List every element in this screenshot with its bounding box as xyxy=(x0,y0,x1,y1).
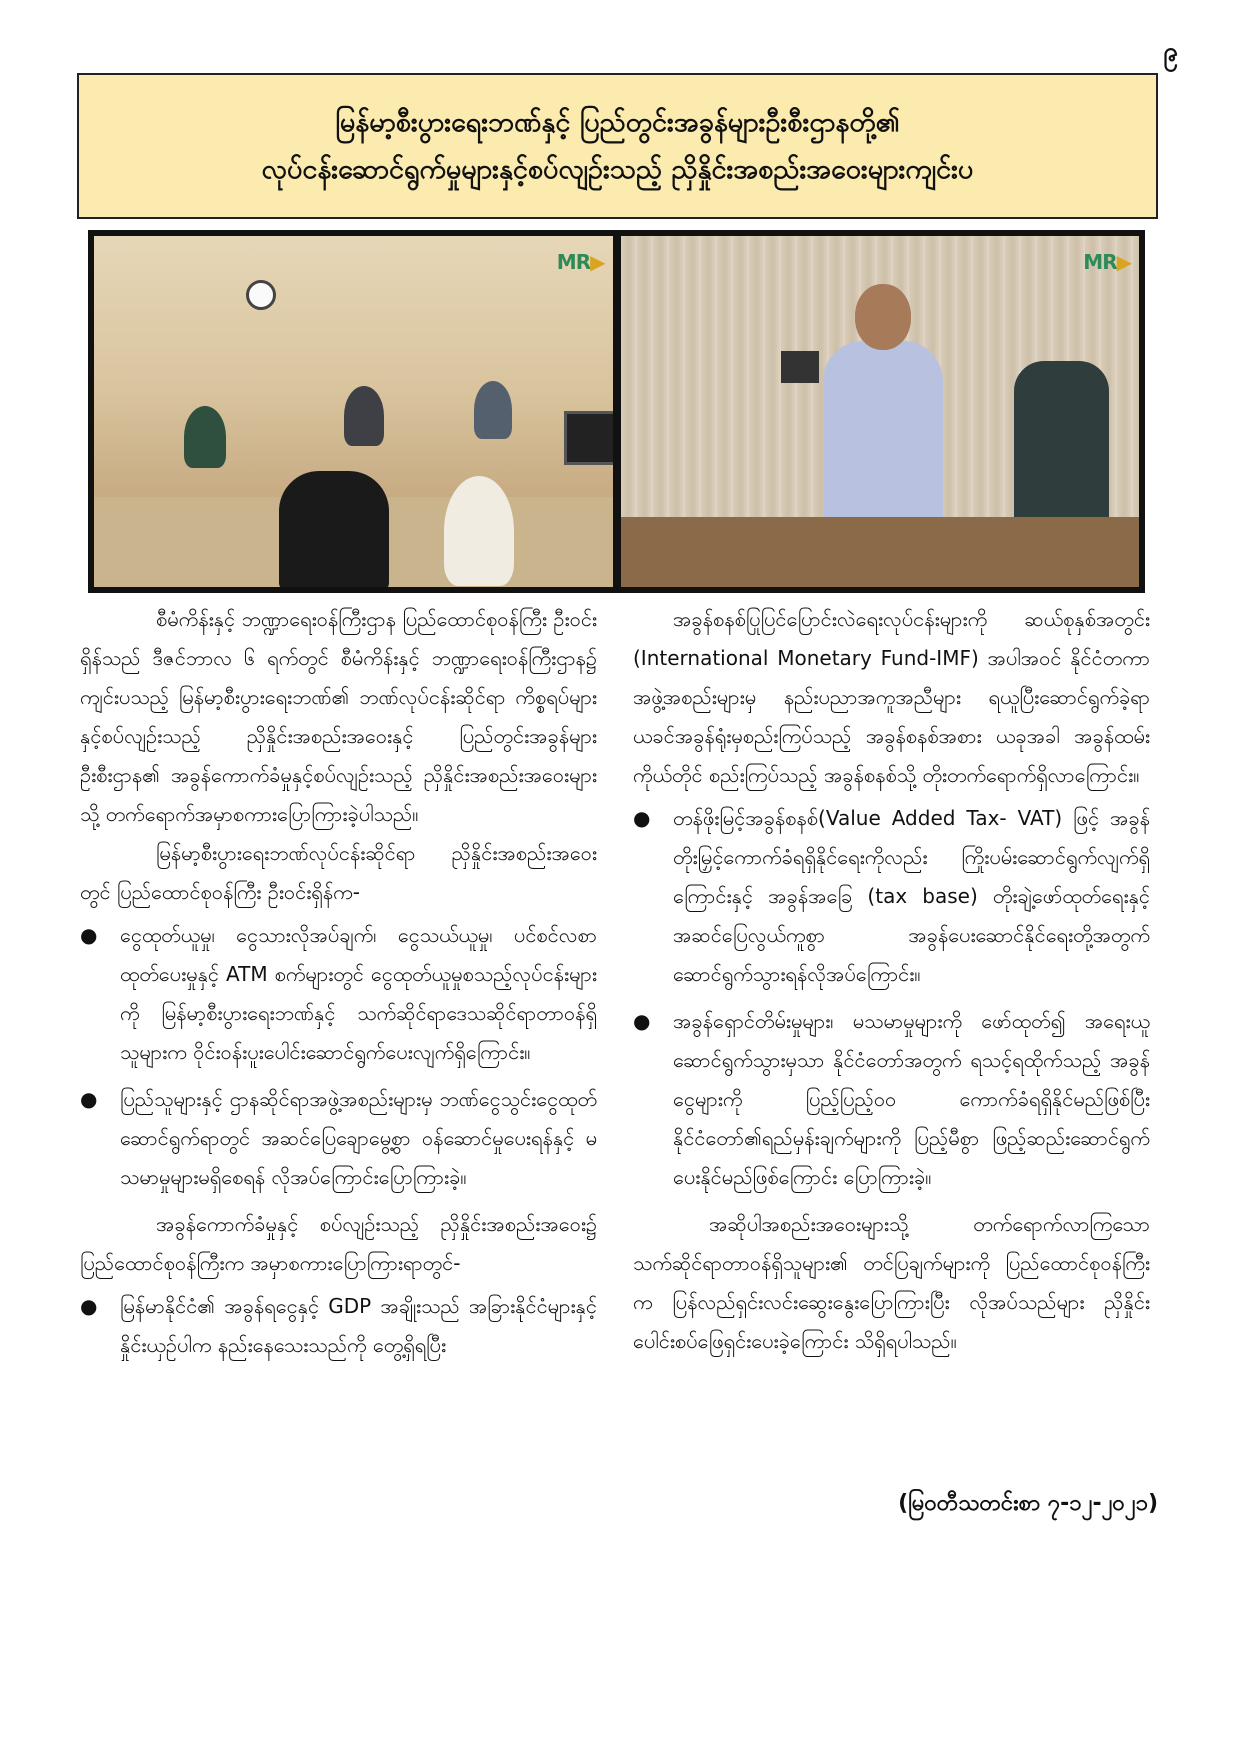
list-item xyxy=(80,1287,597,1365)
headline-line-2: လုပ်ငန်းဆောင်ရွက်မှုများနှင့်စပ်လျဉ်းသည့် ညှိနှိုင်းအစည်းအဝေးများကျင်းပ xyxy=(261,154,974,185)
bullet-icon: ● xyxy=(80,923,98,947)
article-column-right xyxy=(633,600,1150,1361)
article-column-left xyxy=(80,600,597,1373)
desk xyxy=(621,517,1140,587)
desk-monitor xyxy=(781,351,819,383)
paragraph: အဆိုပါအစည်းအဝေးများသို့ တက်ရောက်လာကြသော သက်ဆိုင်ရာတာဝန်ရှိသူများ၏ တင်ပြချက်များကို ပြည်ထောင်စုဝန်ကြီးက ပြန်လည်ရှင်းလင်းဆွေးနွေးပြောကြားပြီး လိုအပ်သည်များ ညှိနှိုင်းပေါင်းစပ်ဖြေရှင်းပေးခဲ့ကြောင်း သိရှိရပါသည်။ xyxy=(633,1212,1150,1353)
bullet-icon: ● xyxy=(633,1009,651,1033)
attendee xyxy=(474,381,512,439)
bullet-icon: ● xyxy=(80,1294,98,1318)
bullet-list xyxy=(633,799,1150,1197)
bullet-icon: ● xyxy=(633,806,651,830)
list-item-text: တန်ဖိုးမြင့်အခွန်စနစ်(Value Added Tax- VAT) ဖြင့် အခွန်တိုးမြှင့်ကောက်ခံရရှိနိုင်ရေးကိုလည်း ကြိုးပမ်းဆောင်ရွက်လျက်ရှိကြောင်းနှင့် အခွန်အခြေ (tax base) တိုးချဲ့ဖော်ထုတ်ရေးနှင့် အဆင်ပြေလွယ်ကူစွာ အခွန်ပေးဆောင်နိုင်ရေးတို့အတွက် ဆောင်ရွက်သွားရန်လိုအပ်ကြောင်း။ xyxy=(673,806,1150,986)
list-item xyxy=(633,1002,1150,1197)
attendee xyxy=(184,406,226,468)
paragraph: အခွန်ကောက်ခံမှုနှင့် စပ်လျဉ်းသည့် ညှိနှိုင်းအစည်းအဝေး၌ ပြည်ထောင်စုဝန်ကြီးက အမှာစကားပြောကြားရာတွင်- xyxy=(80,1212,597,1275)
mrtv-logo: MR▶ xyxy=(556,250,605,274)
meeting-room-photo xyxy=(94,236,613,587)
list-item xyxy=(633,799,1150,994)
attendee xyxy=(344,386,384,446)
bullet-list xyxy=(80,1287,597,1365)
office-chair xyxy=(279,471,389,587)
speaker-photo xyxy=(621,236,1140,587)
paragraph: စီမံကိန်းနှင့် ဘဏ္ဍာရေးဝန်ကြီးဌာန ပြည်ထောင်စုဝန်ကြီး ဦးဝင်းရှိန်သည် ဒီဇင်ဘာလ ၆ ရက်တွင် စီမံကိန်းနှင့် ဘဏ္ဍာရေးဝန်ကြီးဌာန၌ ကျင်းပသည့် မြန်မာ့စီးပွားရေးဘဏ်၏ ဘဏ်လုပ်ငန်းဆိုင်ရာ ကိစ္စရပ်များနှင့်စပ်လျဉ်းသည့် ညှိနှိုင်းအစည်းအဝေးနှင့် ပြည်တွင်းအခွန်များဦးစီးဌာန၏ အခွန်ကောက်ခံမှုနှင့်စပ်လျဉ်းသည့် ညှိနှိုင်းအစည်းအဝေးများသို့ တက်ရောက်အမှာစကားပြောကြားခဲ့ပါသည်။ xyxy=(80,607,597,826)
list-item xyxy=(80,916,597,1072)
photo-strip xyxy=(88,230,1145,593)
bullet-list xyxy=(80,916,597,1197)
paragraph: မြန်မာ့စီးပွားရေးဘဏ်လုပ်ငန်းဆိုင်ရာ ညှိနှိုင်းအစည်းအဝေးတွင် ပြည်ထောင်စုဝန်ကြီး ဦးဝင်းရှိန်က- xyxy=(80,841,597,904)
wall-clock xyxy=(246,280,276,310)
bullet-icon: ● xyxy=(80,1087,98,1111)
source-citation: (မြဝတီသတင်းစာ ၇-၁၂-၂၀၂၁) xyxy=(898,1491,1158,1516)
headline-line-1: မြန်မာ့စီးပွားရေးဘဏ်နှင့် ပြည်တွင်းအခွန်များဦးစီးဌာနတို့၏ xyxy=(335,106,900,138)
page-number: ၉ xyxy=(1163,37,1178,67)
list-item-text: ပြည်သူများနှင့် ဌာနဆိုင်ရာအဖွဲ့အစည်းများမှ ဘဏ်ငွေသွင်းငွေထုတ်ဆောင်ရွက်ရာတွင် အဆင်ပြေချောမွေ့စွာ ဝန်ဆောင်မှုပေးရန်နှင့် မသမာမှုများမရှိစေရန် လိုအပ်ကြောင်းပြောကြားခဲ့။ xyxy=(120,1087,597,1189)
mrtv-logo: MR▶ xyxy=(1083,250,1131,274)
list-item-text: အခွန်ရှောင်တိမ်းမှုများ၊ မသမာမှုများကို ဖော်ထုတ်၍ အရေးယူဆောင်ရွက်သွားမှသာ နိုင်ငံတော်အတွက် ရသင့်ရထိုက်သည့် အခွန်ငွေများကို ပြည့်ပြည့်ဝဝ ကောက်ခံရရှိနိုင်မည်ဖြစ်ပြီး နိုင်ငံတော်၏ရည်မှန်းချက်များကို ပြည့်မီစွာ ဖြည့်ဆည်းဆောင်ရွက်ပေးနိုင်မည်ဖြစ်ကြောင်း ပြောကြားခဲ့။ xyxy=(673,1009,1150,1189)
list-item-text: မြန်မာနိုင်ငံ၏ အခွန်ရငွေနှင့် GDP အချိုးသည် အခြားနိုင်ငံများနှင့်နှိုင်းယှဉ်ပါက နည်းနေသေးသည်ကို တွေ့ရှိရပြီး xyxy=(120,1294,597,1357)
headline-box xyxy=(77,73,1158,219)
paragraph: အခွန်စနစ်ပြုပြင်ပြောင်းလဲရေးလုပ်ငန်းများကို ဆယ်စုနှစ်အတွင်း (International Monetary Fund-IMF) အပါအဝင် နိုင်ငံတကာအဖွဲ့အစည်းများမှ နည်းပညာအကူအညီများ ရယူပြီးဆောင်ရွက်ခဲ့ရာ ယခင်အခွန်ရုံးမှစည်းကြပ်သည့် အခွန်စနစ်အစား ယခုအခါ အခွန်ထမ်းကိုယ်တိုင် စည်းကြပ်သည့် အခွန်စနစ်သို့ တိုးတက်ရောက်ရှိလာကြောင်း။ xyxy=(633,607,1150,787)
attendee xyxy=(444,476,514,586)
list-item-text: ငွေထုတ်ယူမှု၊ ငွေသားလိုအပ်ချက်၊ ငွေသယ်ယူမှု၊ ပင်စင်လစာထုတ်ပေးမှုနှင့် ATM စက်များတွင် ငွေထုတ်ယူမှုစသည့်လုပ်ငန်းများကို မြန်မာ့စီးပွားရေးဘဏ်နှင့် သက်ဆိုင်ရာဒေသဆိုင်ရာတာဝန်ရှိသူများက ဝိုင်းဝန်းပူးပေါင်းဆောင်ရွက်ပေးလျက်ရှိကြောင်း။ xyxy=(120,923,597,1064)
video-screen xyxy=(564,411,613,465)
speaker-head xyxy=(855,284,911,350)
list-item xyxy=(80,1080,597,1197)
